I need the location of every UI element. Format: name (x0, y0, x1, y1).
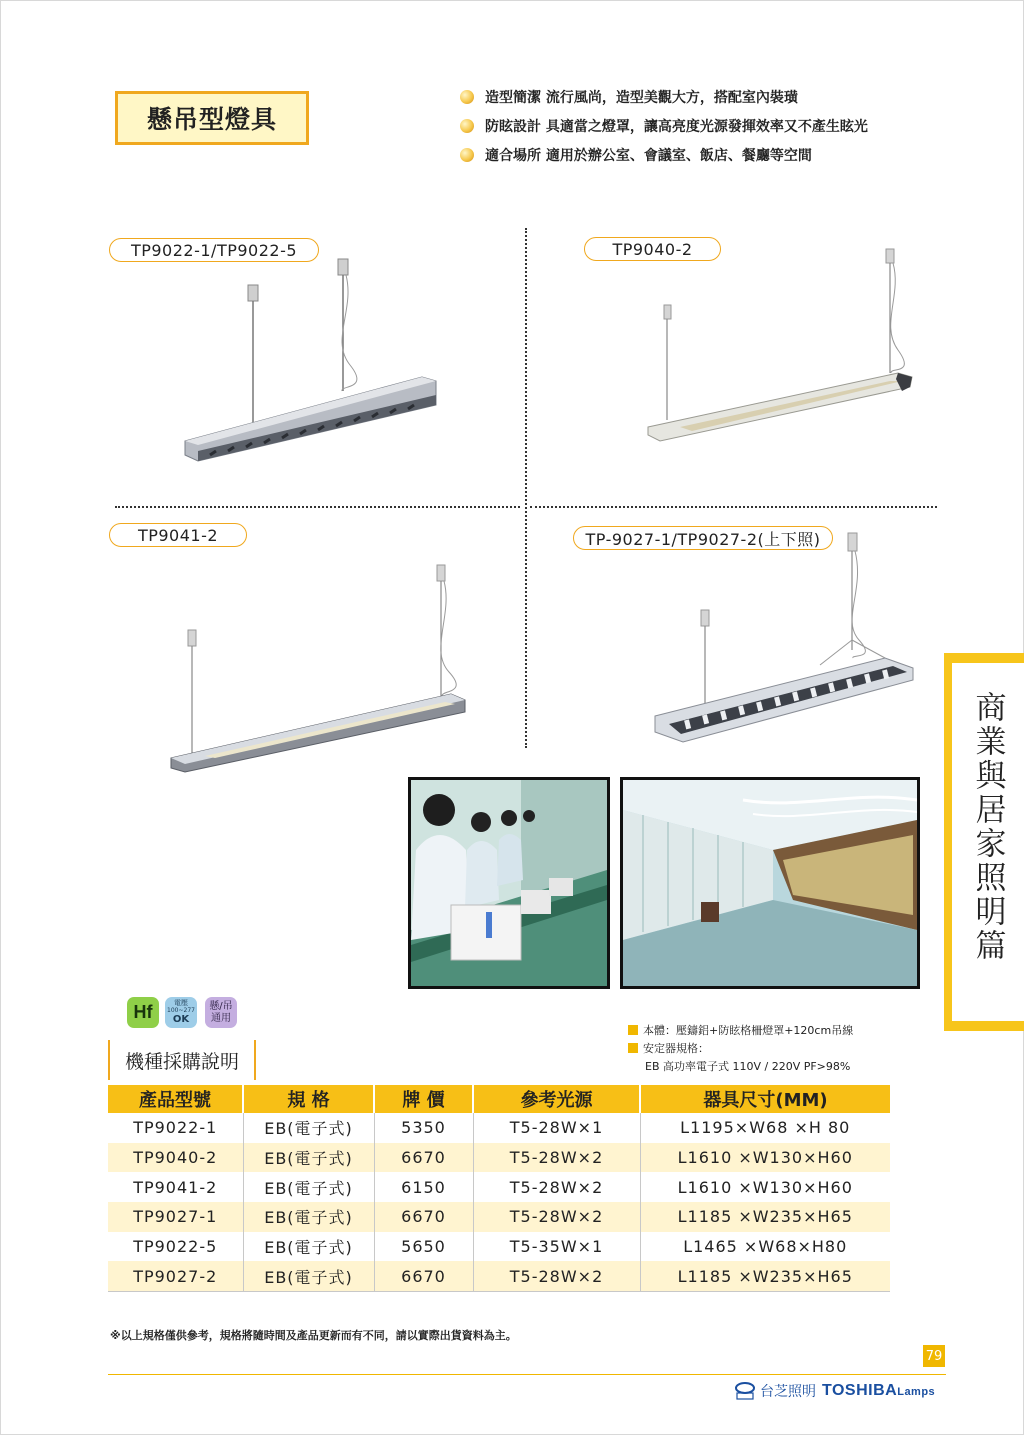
cell-spec: EB(電子式) (243, 1113, 374, 1143)
factory-scene-image (411, 780, 607, 986)
fixture-tp9027-image (645, 530, 925, 755)
cell-model: TP9022-5 (108, 1232, 243, 1262)
brand-name-cn: 台芝照明 (760, 1384, 816, 1400)
cell-dimensions: L1195×W68 ×H 80 (680, 1118, 851, 1138)
cell-spec: EB(電子式) (243, 1232, 374, 1262)
cell-spec: EB(電子式) (243, 1143, 374, 1173)
model-label-tp9027: TP-9027-1/TP9027-2(上下照) (573, 526, 833, 550)
cell-light-source: T5-28W×2 (473, 1172, 640, 1202)
side-tab-text: 商業與居家照明篇 (969, 691, 1006, 963)
horizontal-divider-left (115, 506, 520, 508)
note-item (628, 1021, 853, 1039)
hf-badge: Hf (127, 997, 159, 1028)
fixture-tp9022-image (180, 255, 450, 465)
footnote: ※以上規格僅供參考，規格將隨時間及產品更新而有不同，請以實際出貨資料為主。 (110, 1329, 517, 1342)
note-item (628, 1039, 853, 1057)
brand-name-en (822, 1382, 935, 1400)
purchase-heading: 機種採購說明 (108, 1040, 256, 1080)
footer-rule (108, 1374, 946, 1375)
feature-item (460, 140, 868, 169)
spec-table (108, 1085, 890, 1292)
brand-name-en-main: TOSHIBA (822, 1382, 898, 1399)
cell-model: TP9040-2 (108, 1143, 243, 1173)
feature-text: 適合場所 適用於辦公室、會議室、飯店、餐廳等空間 (485, 147, 812, 164)
application-photo-factory (408, 777, 610, 989)
cell-light-source: T5-28W×2 (473, 1143, 640, 1173)
cell-dimensions: L1610 ×W130×H60 (640, 1143, 890, 1173)
feature-item (460, 111, 868, 140)
table-row (108, 1113, 890, 1143)
spec-notes (628, 1021, 853, 1075)
model-label-tp9022: TP9022-1/TP9022-5 (109, 238, 319, 262)
fixture-tp9041-image (165, 560, 475, 780)
cell-price: 6670 (374, 1261, 473, 1291)
cell-price: 5350 (374, 1113, 473, 1143)
cell-model: TP9027-1 (108, 1202, 243, 1232)
note-text: 安定器規格： (643, 1042, 709, 1055)
table-header-row (108, 1085, 890, 1113)
bullet-dot-icon (460, 148, 474, 162)
brand-name-en-suffix: Lamps (897, 1386, 936, 1398)
vertical-divider (525, 228, 527, 748)
cell-spec: EB(電子式) (243, 1202, 374, 1232)
table-row (108, 1232, 890, 1262)
cell-dimensions: L1610 ×W130×H60 (677, 1177, 853, 1197)
bullet-dot-icon (460, 119, 474, 133)
voltage-badge-ok: OK (172, 1014, 190, 1025)
side-tab-inner (952, 663, 1024, 1021)
brand-logo-icon (734, 1381, 756, 1401)
table-row (108, 1172, 890, 1202)
mount-badge (205, 997, 237, 1028)
mount-badge-line1: 懸/吊 (209, 1001, 233, 1012)
horizontal-divider-right (530, 506, 937, 508)
cell-light-source: T5-28W×2 (473, 1202, 640, 1232)
table-row (108, 1143, 890, 1173)
note-square-icon (628, 1043, 638, 1053)
cell-model: TP9027-2 (108, 1261, 243, 1291)
table-row (108, 1202, 890, 1232)
note-subtext: EB 高功率電子式 110V / 220V PF>98% (645, 1060, 851, 1073)
cell-price: 6670 (374, 1202, 473, 1232)
table-row (108, 1261, 890, 1291)
cell-light-source: T5-28W×2 (473, 1261, 640, 1291)
cell-price: 5650 (374, 1232, 473, 1262)
voltage-badge (165, 997, 197, 1028)
note-square-icon (628, 1025, 638, 1035)
fixture-tp9040-image (640, 245, 920, 445)
feature-list (460, 82, 868, 169)
header-spec: 規 格 (243, 1085, 374, 1113)
application-photo-hallway (620, 777, 920, 989)
cell-price: 6670 (374, 1143, 473, 1173)
bullet-dot-icon (460, 90, 474, 104)
cell-spec: EB(電子式) (243, 1172, 374, 1202)
cell-model: TP9041-2 (108, 1172, 243, 1202)
cell-dimensions: L1185 ×W235×H65 (640, 1202, 890, 1232)
model-label-tp9041: TP9041-2 (109, 523, 247, 547)
brand-footer (734, 1380, 935, 1402)
cell-price: 6150 (374, 1172, 473, 1202)
cell-spec: EB(電子式) (243, 1261, 374, 1291)
hallway-scene-image (623, 780, 917, 986)
cell-dimensions: L1185 ×W235×H65 (640, 1261, 890, 1291)
header-dimensions: 器具尺寸(MM) (640, 1085, 890, 1113)
voltage-badge-range: 100~277 (167, 1007, 195, 1014)
note-text: 本體：壓鑄鋁+防眩格柵燈罩+120cm吊線 (643, 1024, 854, 1037)
mount-badge-line2: 通用 (211, 1012, 231, 1024)
feature-text: 防眩設計 具適當之燈罩，讓高亮度光源發揮效率又不產生眩光 (485, 118, 868, 135)
cell-model: TP9022-1 (108, 1113, 243, 1143)
page-number: 79 (923, 1345, 945, 1367)
page-title: 懸吊型燈具 (115, 91, 309, 145)
header-price: 牌 價 (374, 1085, 473, 1113)
model-label-tp9040: TP9040-2 (584, 237, 721, 261)
cell-dimensions: L1465 ×W68×H80 (683, 1237, 848, 1257)
section-side-tab (944, 653, 1024, 1031)
cell-light-source: T5-28W×1 (473, 1113, 640, 1143)
feature-item (460, 82, 868, 111)
cell-light-source: T5-35W×1 (473, 1232, 640, 1262)
feature-text: 造型簡潔 流行風尚，造型美觀大方，搭配室內裝璜 (485, 89, 798, 106)
header-model: 產品型號 (108, 1085, 243, 1113)
voltage-badge-title: 電壓 (174, 999, 188, 1007)
header-light-source: 參考光源 (473, 1085, 640, 1113)
